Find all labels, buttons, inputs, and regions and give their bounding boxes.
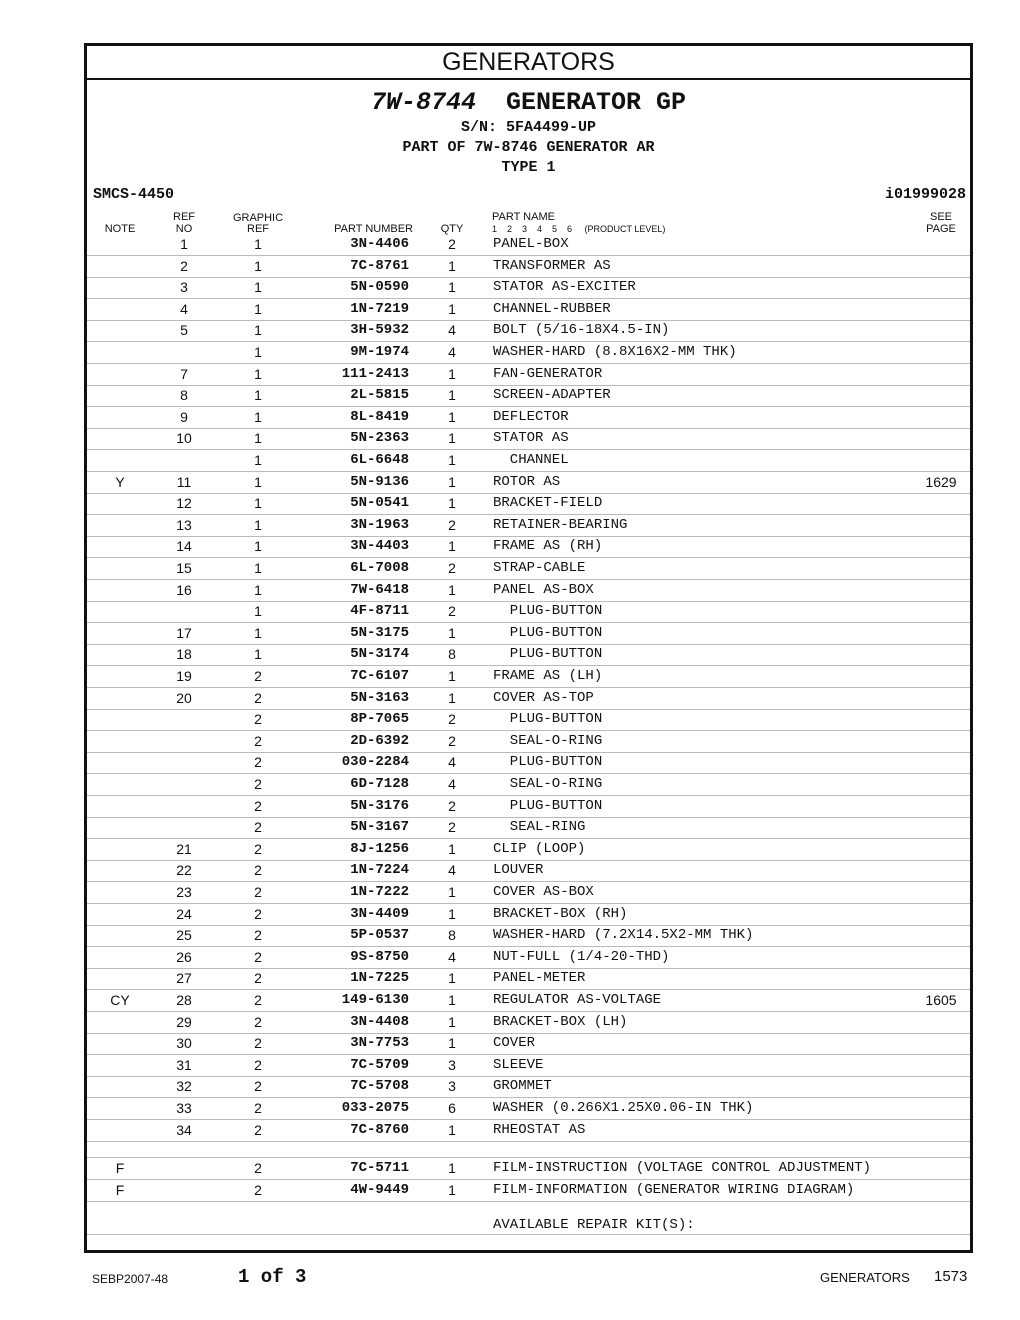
qty-cell: 1 [448, 1121, 456, 1138]
row-divider [87, 1119, 970, 1120]
part-name-cell: PLUG-BUTTON [493, 646, 603, 663]
graphic-ref-cell: 2 [254, 905, 262, 922]
parts-page-frame [84, 43, 973, 1253]
qty-cell: 4 [448, 776, 456, 792]
graphic-ref-cell: 2 [254, 1035, 262, 1052]
note-cell: F [115, 1160, 125, 1177]
part-number-cell: 7C-6107 [350, 668, 409, 684]
graphic-ref-cell: 2 [254, 711, 262, 728]
part-name-cell: BRACKET-BOX (RH) [493, 905, 628, 922]
part-number-cell: 2L-5815 [350, 387, 409, 404]
part-number-cell: 3N-4409 [350, 905, 409, 922]
qty-cell: 1 [448, 430, 456, 447]
graphic-ref-cell: 2 [254, 884, 262, 900]
qty-cell: 1 [448, 495, 456, 512]
row-divider [87, 493, 970, 494]
part-number-cell: 9M-1974 [350, 344, 409, 360]
row-divider [87, 752, 970, 753]
row-divider [87, 363, 970, 364]
part-number-cell: 8P-7065 [350, 711, 409, 728]
part-name-cell: LOUVER [493, 862, 544, 879]
qty-cell: 6 [448, 1100, 456, 1116]
ref-no-cell: 2 [180, 257, 188, 274]
row-divider [87, 406, 970, 407]
part-name-cell: SEAL-RING [493, 819, 586, 836]
ref-no-cell: 32 [176, 1078, 192, 1095]
part-number-cell: 8J-1256 [350, 840, 409, 857]
row-divider [87, 838, 970, 839]
qty-cell: 1 [448, 408, 456, 425]
part-name-cell: CHANNEL-RUBBER [493, 300, 611, 317]
qty-cell: 3 [448, 1078, 456, 1095]
part-number-cell: 1N-7224 [350, 862, 409, 879]
ref-no-cell: 25 [176, 927, 192, 944]
row-divider [87, 1157, 970, 1158]
ref-no-cell: 19 [176, 668, 192, 684]
header-ref-top: REF [173, 211, 195, 223]
row-divider [87, 277, 970, 278]
part-number-cell: 5N-0541 [350, 495, 409, 512]
ref-no-cell: 17 [176, 624, 192, 641]
graphic-ref-cell: 2 [254, 776, 262, 792]
qty-cell: 1 [448, 257, 456, 274]
part-name-cell: PLUG-BUTTON [493, 624, 603, 641]
part-name-cell: COVER [493, 1035, 536, 1052]
part-number-cell: 7C-8760 [350, 1121, 409, 1138]
qty-cell: 4 [448, 754, 456, 771]
qty-cell: 1 [448, 279, 456, 296]
graphic-ref-cell: 1 [254, 581, 262, 598]
graphic-ref-cell: 1 [254, 236, 262, 252]
row-divider [87, 925, 970, 926]
part-number-cell: 5N-3167 [350, 819, 409, 836]
ref-no-cell: 21 [176, 840, 192, 857]
row-divider [87, 795, 970, 796]
header-product-levels: 1 2 3 4 5 6 (PRODUCT LEVEL) [492, 224, 666, 234]
footer-page-number: 1573 [934, 1268, 968, 1285]
part-name-cell: STATOR AS [493, 430, 569, 447]
row-divider [87, 903, 970, 904]
ref-no-cell: 29 [176, 1013, 192, 1030]
row-divider [87, 946, 970, 947]
part-name-cell: FILM-INFORMATION (GENERATOR WIRING DIAGRAM) [493, 1181, 855, 1198]
part-name-cell: RETAINER-BEARING [493, 516, 628, 533]
qty-cell: 4 [448, 862, 456, 879]
part-number-cell: 3N-4403 [350, 538, 409, 555]
row-divider [87, 817, 970, 818]
graphic-ref-cell: 1 [254, 473, 262, 490]
row-divider [87, 687, 970, 688]
part-number-cell: 4W-9449 [350, 1181, 409, 1198]
part-number-cell: 3N-1963 [350, 516, 409, 533]
part-number-cell: 8L-8419 [350, 408, 409, 425]
ref-no-cell: 26 [176, 948, 192, 965]
part-of-line: PART OF 7W-8746 GENERATOR AR [402, 139, 655, 156]
part-name-cell: BOLT (5/16-18X4.5-IN) [493, 322, 670, 339]
part-number-cell: 7C-5709 [350, 1056, 409, 1073]
row-divider [87, 298, 970, 299]
qty-cell: 2 [448, 797, 456, 814]
ref-no-cell: 34 [176, 1121, 192, 1138]
part-name-cell: CLIP (LOOP) [493, 840, 586, 857]
qty-cell: 2 [448, 236, 456, 252]
graphic-ref-cell: 1 [254, 365, 262, 382]
ref-no-cell: 16 [176, 581, 192, 598]
part-name-cell: WASHER-HARD (7.2X14.5X2-MM THK) [493, 927, 754, 944]
graphic-ref-cell: 1 [254, 257, 262, 274]
ref-no-cell: 33 [176, 1100, 192, 1116]
row-divider [87, 557, 970, 558]
part-name-cell: REGULATOR AS-VOLTAGE [493, 992, 662, 1008]
part-name-cell: PLUG-BUTTON [493, 711, 603, 728]
graphic-ref-cell: 1 [254, 344, 262, 360]
graphic-ref-cell: 1 [254, 430, 262, 447]
part-name-cell: FRAME AS (LH) [493, 668, 603, 684]
ref-no-cell: 31 [176, 1056, 192, 1073]
row-divider [87, 471, 970, 472]
part-name-cell: PLUG-BUTTON [493, 603, 603, 620]
graphic-ref-cell: 2 [254, 732, 262, 749]
group-title [87, 88, 970, 117]
row-divider [87, 449, 970, 450]
qty-cell: 1 [448, 1181, 456, 1198]
row-divider [87, 665, 970, 666]
qty-cell: 8 [448, 646, 456, 663]
ref-no-cell: 10 [176, 430, 192, 447]
row-divider [87, 644, 970, 645]
part-number-cell: 5N-3163 [350, 689, 409, 706]
row-divider [87, 1201, 970, 1202]
part-name-cell: STATOR AS-EXCITER [493, 279, 636, 296]
graphic-ref-cell: 2 [254, 862, 262, 879]
ref-no-cell: 12 [176, 495, 192, 512]
part-number-cell: 5N-3176 [350, 797, 409, 814]
ref-no-cell: 18 [176, 646, 192, 663]
header-see-top: SEE [929, 211, 952, 223]
qty-cell: 4 [448, 322, 456, 339]
qty-cell: 1 [448, 538, 456, 555]
part-name-cell: BRACKET-FIELD [493, 495, 603, 512]
see-page-cell: 1605 [925, 992, 957, 1008]
part-name-cell: PANEL AS-BOX [493, 581, 594, 598]
footer-section: GENERATORS [820, 1270, 910, 1285]
row-divider [87, 514, 970, 515]
row-divider [87, 341, 970, 342]
graphic-ref-cell: 2 [254, 797, 262, 814]
section-banner: GENERATORS [87, 46, 970, 80]
qty-cell: 3 [448, 1056, 456, 1073]
part-name-cell: COVER AS-TOP [493, 689, 594, 706]
part-number-cell: 5N-3174 [350, 646, 409, 663]
qty-cell: 1 [448, 452, 456, 468]
graphic-ref-cell: 1 [254, 387, 262, 404]
part-name-cell: RHEOSTAT AS [493, 1121, 586, 1138]
part-name-cell: FILM-INSTRUCTION (VOLTAGE CONTROL ADJUSTMENT) [493, 1160, 872, 1177]
qty-cell: 1 [448, 970, 456, 987]
row-divider [87, 730, 970, 731]
part-number-cell: 7C-8761 [350, 257, 409, 274]
part-number-cell: 3H-5932 [350, 322, 409, 339]
part-number-cell: 3N-4408 [350, 1013, 409, 1030]
part-name-cell: WASHER (0.266X1.25X0.06-IN THK) [493, 1100, 754, 1116]
part-name-cell: GROMMET [493, 1078, 552, 1095]
part-number-cell: 149-6130 [341, 992, 409, 1008]
part-name-cell: SEAL-O-RING [493, 776, 603, 792]
graphic-ref-cell: 1 [254, 538, 262, 555]
part-number-cell: 9S-8750 [350, 948, 409, 965]
part-number-cell: 7C-5708 [350, 1078, 409, 1095]
row-divider [87, 989, 970, 990]
header-graphic-top: GRAPHIC [232, 212, 284, 224]
part-number-cell: 111-2413 [341, 365, 409, 382]
ref-no-cell: 28 [176, 992, 192, 1008]
row-divider [87, 579, 970, 580]
header-part-name: PART NAME [492, 211, 555, 223]
row-divider [87, 428, 970, 429]
part-number-cell: 030-2284 [341, 754, 409, 771]
graphic-ref-cell: 2 [254, 1160, 262, 1177]
part-number-cell: 4F-8711 [350, 603, 409, 620]
qty-cell: 4 [448, 344, 456, 360]
graphic-ref-cell: 2 [254, 1100, 262, 1116]
part-number-cell: 5N-3175 [350, 624, 409, 641]
graphic-ref-cell: 1 [254, 408, 262, 425]
part-name-cell: SLEEVE [493, 1056, 544, 1073]
qty-cell: 1 [448, 581, 456, 598]
graphic-ref-cell: 1 [254, 603, 262, 620]
see-page-cell: 1629 [925, 473, 957, 490]
qty-cell: 1 [448, 624, 456, 641]
qty-cell: 1 [448, 992, 456, 1008]
qty-cell: 8 [448, 927, 456, 944]
row-divider [87, 1011, 970, 1012]
part-number-cell: 3N-7753 [350, 1035, 409, 1052]
part-name-cell: SEAL-O-RING [493, 732, 603, 749]
graphic-ref-cell: 1 [254, 516, 262, 533]
part-number-cell: 1N-7222 [350, 884, 409, 900]
part-number-cell: 033-2075 [341, 1100, 409, 1116]
graphic-ref-cell: 2 [254, 970, 262, 987]
ref-no-cell: 7 [180, 365, 188, 382]
ref-no-cell: 5 [180, 322, 188, 339]
part-name-cell: BRACKET-BOX (LH) [493, 1013, 628, 1030]
ref-no-cell: 15 [176, 560, 192, 576]
part-number-cell: 5N-9136 [350, 473, 409, 490]
smcs-code: SMCS-4450 [93, 186, 175, 203]
qty-cell: 1 [448, 1160, 456, 1177]
graphic-ref-cell: 2 [254, 992, 262, 1008]
ref-no-cell: 8 [180, 387, 188, 404]
row-divider [87, 1076, 970, 1077]
part-name-cell: PLUG-BUTTON [493, 797, 603, 814]
graphic-ref-cell: 2 [254, 1056, 262, 1073]
graphic-ref-cell: 1 [254, 560, 262, 576]
qty-cell: 1 [448, 884, 456, 900]
row-divider [87, 385, 970, 386]
row-divider [87, 1179, 970, 1180]
qty-cell: 2 [448, 732, 456, 749]
graphic-ref-cell: 1 [254, 452, 262, 468]
part-name-cell: WASHER-HARD (8.8X16X2-MM THK) [493, 344, 737, 360]
qty-cell: 2 [448, 516, 456, 533]
ref-no-cell: 1 [180, 236, 188, 252]
header-graphic-bottom: REF [247, 223, 269, 235]
graphic-ref-cell: 2 [254, 668, 262, 684]
graphic-ref-cell: 2 [254, 1181, 262, 1198]
part-name-cell: TRANSFORMER AS [493, 257, 611, 274]
part-number-cell: 6L-7008 [350, 560, 409, 576]
ref-no-cell: 3 [180, 279, 188, 296]
qty-cell: 2 [448, 819, 456, 836]
row-divider [87, 1054, 970, 1055]
row-divider [87, 536, 970, 537]
row-divider [87, 320, 970, 321]
part-number-cell: 3N-4406 [350, 236, 409, 252]
row-divider [87, 1033, 970, 1034]
row-divider [87, 860, 970, 861]
graphic-ref-cell: 1 [254, 495, 262, 512]
qty-cell: 1 [448, 689, 456, 706]
row-divider [87, 709, 970, 710]
graphic-ref-cell: 2 [254, 840, 262, 857]
note-cell: Y [115, 473, 125, 490]
qty-cell: 1 [448, 1035, 456, 1052]
header-qty: QTY [440, 223, 464, 235]
ref-no-cell: 13 [176, 516, 192, 533]
part-number-cell: 5N-0590 [350, 279, 409, 296]
ref-no-cell: 23 [176, 884, 192, 900]
qty-cell: 2 [448, 603, 456, 620]
footer-doc-id: SEBP2007-48 [92, 1272, 169, 1286]
qty-cell: 2 [448, 711, 456, 728]
part-name-cell: COVER AS-BOX [493, 884, 594, 900]
part-name-cell: PLUG-BUTTON [493, 754, 603, 771]
illustration-id: i01999028 [884, 186, 966, 203]
ref-no-cell: 27 [176, 970, 192, 987]
qty-cell: 1 [448, 1013, 456, 1030]
qty-cell: 2 [448, 560, 456, 576]
qty-cell: 1 [448, 365, 456, 382]
part-number-cell: 1N-7219 [350, 300, 409, 317]
part-name-cell: FRAME AS (RH) [493, 538, 603, 555]
row-divider [87, 1234, 970, 1235]
header-ref-bottom: NO [175, 223, 193, 235]
ref-no-cell: 20 [176, 689, 192, 706]
row-divider [87, 601, 970, 602]
part-number-cell: 2D-6392 [350, 732, 409, 749]
row-divider [87, 881, 970, 882]
qty-cell: 4 [448, 948, 456, 965]
graphic-ref-cell: 2 [254, 948, 262, 965]
qty-cell: 1 [448, 840, 456, 857]
qty-cell: 1 [448, 300, 456, 317]
row-divider [87, 773, 970, 774]
part-name-cell: SCREEN-ADAPTER [493, 387, 611, 404]
row-divider [87, 622, 970, 623]
graphic-ref-cell: 1 [254, 646, 262, 663]
graphic-ref-cell: 2 [254, 754, 262, 771]
ref-no-cell: 4 [180, 300, 188, 317]
part-name-cell: ROTOR AS [493, 473, 561, 490]
part-name-cell: DEFLECTOR [493, 408, 569, 425]
part-number-cell: 7W-6418 [350, 581, 409, 598]
repair-kits-label: AVAILABLE REPAIR KIT(S): [493, 1217, 695, 1233]
part-number-cell: 1N-7225 [350, 970, 409, 987]
ref-no-cell: 11 [176, 473, 192, 490]
group-name: GENERATOR GP [506, 88, 687, 117]
part-number-cell: 6D-7128 [350, 776, 409, 792]
part-number-cell: 6L-6648 [350, 452, 409, 468]
ref-no-cell: 14 [176, 538, 192, 555]
ref-no-cell: 9 [180, 408, 188, 425]
header-part-number: PART NUMBER [334, 223, 413, 235]
graphic-ref-cell: 1 [254, 279, 262, 296]
graphic-ref-cell: 2 [254, 819, 262, 836]
footer-page-of: 1 of 3 [238, 1266, 307, 1288]
row-divider [87, 255, 970, 256]
header-note: NOTE [104, 223, 136, 235]
graphic-ref-cell: 1 [254, 322, 262, 339]
serial-number: S/N: 5FA4499-UP [460, 119, 597, 136]
part-number-cell: 5N-2363 [350, 430, 409, 447]
note-cell: CY [110, 992, 130, 1008]
qty-cell: 1 [448, 473, 456, 490]
header-see-bottom: PAGE [926, 223, 956, 235]
graphic-ref-cell: 1 [254, 624, 262, 641]
part-name-cell: STRAP-CABLE [493, 560, 586, 576]
graphic-ref-cell: 2 [254, 1013, 262, 1030]
part-name-cell: FAN-GENERATOR [493, 365, 603, 382]
graphic-ref-cell: 1 [254, 300, 262, 317]
type-line: TYPE 1 [501, 159, 556, 176]
graphic-ref-cell: 2 [254, 927, 262, 944]
graphic-ref-cell: 2 [254, 689, 262, 706]
ref-no-cell: 22 [176, 862, 192, 879]
graphic-ref-cell: 2 [254, 1121, 262, 1138]
ref-no-cell: 30 [176, 1035, 192, 1052]
part-name-cell: PANEL-METER [493, 970, 586, 987]
part-name-cell: NUT-FULL (1/4-20-THD) [493, 948, 670, 965]
part-name-cell: CHANNEL [493, 452, 569, 468]
group-number: 7W-8744 [370, 88, 476, 117]
row-divider [87, 1141, 970, 1142]
part-number-cell: 7C-5711 [350, 1160, 409, 1177]
row-divider [87, 968, 970, 969]
ref-no-cell: 24 [176, 905, 192, 922]
note-cell: F [115, 1181, 125, 1198]
qty-cell: 1 [448, 387, 456, 404]
graphic-ref-cell: 2 [254, 1078, 262, 1095]
part-number-cell: 5P-0537 [350, 927, 409, 944]
qty-cell: 1 [448, 905, 456, 922]
part-name-cell: PANEL-BOX [493, 236, 569, 252]
row-divider [87, 1097, 970, 1098]
qty-cell: 1 [448, 668, 456, 684]
